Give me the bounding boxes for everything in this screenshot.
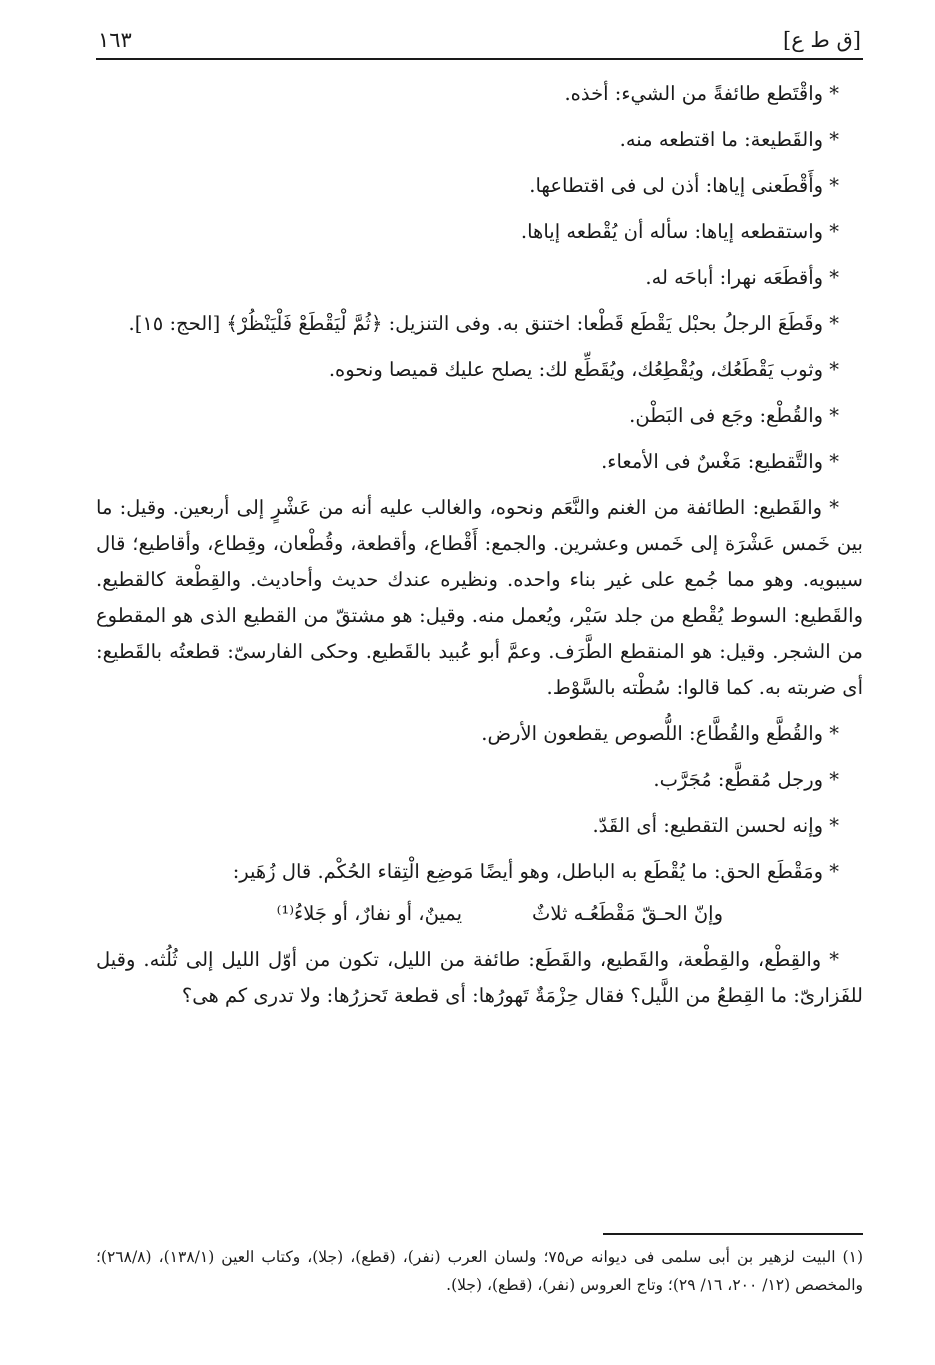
footnote-divider bbox=[603, 1233, 863, 1235]
poetry-verse bbox=[96, 896, 863, 932]
entry-paragraph: * واستقطعه إياها: سأله أن يُقْطعه إياها. bbox=[520, 220, 839, 243]
entry-body bbox=[96, 76, 863, 1014]
entry-paragraph: * ورجل مُقطَّع: مُجَرَّب. bbox=[653, 768, 839, 791]
entry-paragraph: * والتَّقطيع: مَغْسٌ فى الأمعاء. bbox=[601, 450, 839, 473]
entry-paragraph: * والقِطْع، والقِطْعة، والقَطيع، والقَطَع: طائفة من الليل، تكون من أوّل الليل إلى ثُلُثه. وقيل للفَزارىّ: ما القِطعُ من اللَّيل؟ فقال حِزْمَةٌ تَهورُها: أى قطعة تَحزرُها: ولا تدرى كم هى؟ bbox=[96, 948, 863, 1007]
footnote: (١) البيت لزهير بن أبى سلمى فى ديوانه ص٧٥؛ ولسان العرب (نفر)، (قطع)، (جلا)، وكتاب العين (١٣٨/١)، (٢٦٨/٨)؛ والمخصص (١٢/ ٢٠٠، ١٦/ ٢٩)؛ وتاج العروس (نفر)، (قطع)، (جلا). bbox=[96, 1248, 863, 1294]
entry-paragraph: * واقْتَطع طائفةً من الشيء: أخذه. bbox=[564, 82, 839, 105]
entry-paragraph: * ومَقْطَع الحق: ما يُقْطَع به الباطل، وهو أيضًا مَوضِع الْتِقاء الحُكْم. قال زُهَير: bbox=[232, 860, 839, 883]
entry-paragraph: * والقُطَّع والقُطَّاع: اللُّصوص يقطعون الأرض. bbox=[481, 722, 839, 745]
page-number: ١٦٣ bbox=[98, 28, 132, 52]
verse-second-hemistich: يمينٌ، أو نفارٌ، أو جَلاءُ⁽¹⁾ bbox=[276, 902, 463, 925]
entry-paragraph: * وإنه لحسن التقطيع: أى القَدّ. bbox=[592, 814, 839, 837]
entry-paragraph: * وثوب يَقْطَعُك، ويُقْطِعُك، ويُقَطِّع لك: يصلح عليك قميصا ونحوه. bbox=[328, 358, 839, 381]
verse-first-hemistich: وإنّ الحـقّ مَقْطَعُـه ثلاثٌ bbox=[532, 902, 723, 925]
entry-paragraph: * وقَطَعَ الرجلُ بحبْل يَقْطَع قَطْعا: اختنق به. وفى التنزيل: ﴿ثُمَّ لْيَقْطَعْ فَلْيَنْظُرْ﴾ [الحج: ١٥]. bbox=[128, 312, 839, 335]
entry-paragraph: * والقَطيعة: ما اقتطعه منه. bbox=[619, 128, 839, 151]
root-letters: [ق ط ع] bbox=[783, 28, 861, 52]
entry-paragraph: * وأَقْطَعنى إياها: أذن لى فى اقتطاعها. bbox=[529, 174, 839, 197]
entry-paragraph: * والقَطيع: الطائفة من الغنم والنَّعَم ونحوه، والغالب عليه أنه من عَشْرٍ إلى أربعين. وقيل: ما بين خَمس عَشْرَة إلى خَمس وعشرين. والجمع: أَقْطاع، وأقطعة، وقُطْعان، وقِطاع، وأقاطيع؛ قال سيبويه. وهو مما جُمع على غير بناء واحده. ونظيره عندك حديث وأحاديث. والقِطْعة كالقطيع. والقَطيع: السوط يُقْطع من جلد سَيْر، ويُعمل منه. وقيل: هو مشتقّ من القطيع الذى هو المقطوع من الشجر. وقيل: هو المنقطع الطَّرَف. وعمَّ أبو عُبيد بالقَطيع. وحكى الفارسىّ: قطعتُه بالقَطيع: أى ضربته به. كما قالوا: سُطْته بالسَّوْط. bbox=[96, 496, 863, 699]
entry-paragraph: * وأقطَعَه نهرا: أباحَه له. bbox=[645, 266, 839, 289]
running-head bbox=[96, 28, 863, 60]
entry-paragraph: * والقُطْع: وجَع فى البَطْن. bbox=[629, 404, 839, 427]
